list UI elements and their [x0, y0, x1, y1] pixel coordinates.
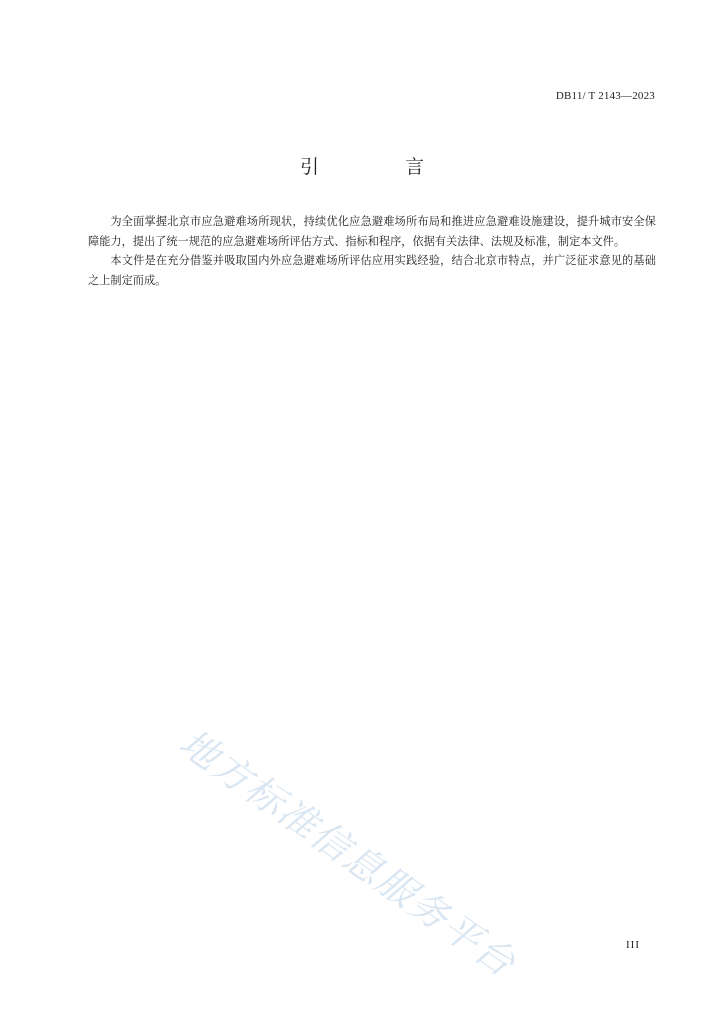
section-title: 引 言 [299, 156, 465, 178]
document-code: DB11/ T 2143—2023 [555, 90, 655, 102]
introduction-body [88, 212, 656, 290]
page-number: III [626, 939, 640, 951]
watermark: 地方标准信息服务平台 [171, 720, 525, 986]
paragraph: 为全面掌握北京市应急避难场所现状，持续优化应急避难场所布局和推进应急避难设施建设，提升城市安全保障能力，提出了统一规范的应急避难场所评估方式、指标和程序，依据有关法律、法规及标准，制定本文件。 [88, 215, 656, 248]
paragraph: 本文件是在充分借鉴并吸取国内外应急避难场所评估应用实践经验，结合北京市特点，并广泛征求意见的基础之上制定而成。 [88, 254, 656, 287]
